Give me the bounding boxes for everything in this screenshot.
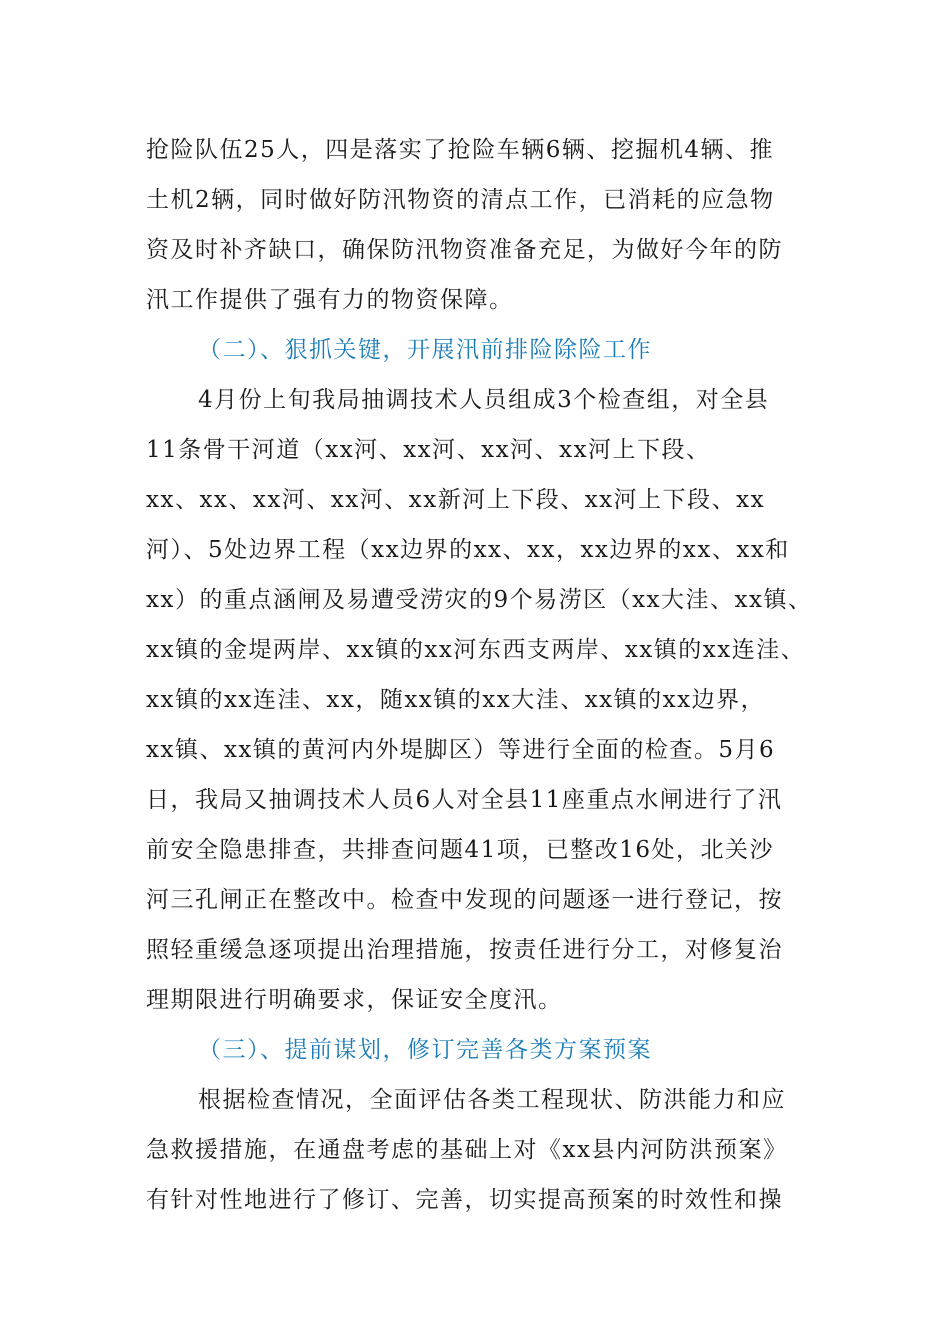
paragraph-first-line: 根据检查情况，全面评估各类工程现状、防洪能力和应 (198, 1087, 786, 1113)
body-line: xx镇的金堤两岸、xx镇的xx河东西支两岸、xx镇的xx连洼、 (146, 637, 806, 663)
body-line: 河）、5处边界工程（xx边界的xx、xx，xx边界的xx、xx和 (146, 537, 790, 563)
body-line: 资及时补齐缺口，确保防汛物资准备充足，为做好今年的防 (146, 237, 783, 263)
body-line: 11条骨干河道（xx河、xx河、xx河、xx河上下段、 (146, 437, 711, 463)
paragraph-first-line: 4月份上旬我局抽调技术人员组成3个检查组，对全县 (198, 387, 770, 413)
body-line: 前安全隐患排查，共排查问题41项，已整改16处，北关沙 (146, 837, 775, 863)
body-line: 日，我局又抽调技术人员6人对全县11座重点水闸进行了汛 (146, 787, 783, 813)
body-line: xx镇、xx镇的黄河内外堤脚区）等进行全面的检查。5月6 (146, 737, 776, 763)
body-line: 有针对性地进行了修订、完善，切实提高预案的时效性和操 (146, 1187, 783, 1213)
body-line: xx镇的xx连洼、xx，随xx镇的xx大洼、xx镇的xx边界， (146, 687, 766, 713)
body-line: 急救援措施，在通盘考虑的基础上对《xx县内河防洪预案》 (146, 1137, 788, 1163)
body-line: xx、xx、xx河、xx河、xx新河上下段、xx河上下段、xx (146, 487, 766, 513)
section-heading-2: （二）、狠抓关键，开展汛前排险除险工作 (198, 337, 652, 363)
body-line: 河三孔闸正在整改中。检查中发现的问题逐一进行登记，按 (146, 887, 783, 913)
body-line: 土机2辆，同时做好防汛物资的清点工作，已消耗的应急物 (146, 187, 775, 213)
body-line: 抢险队伍25人，四是落实了抢险车辆6辆、挖掘机4辆、推 (146, 137, 775, 163)
section-heading-3: （三）、提前谋划，修订完善各类方案预案 (198, 1037, 652, 1063)
body-line: 照轻重缓急逐项提出治理措施，按责任进行分工，对修复治 (146, 937, 783, 963)
body-line: 汛工作提供了强有力的物资保障。 (146, 287, 514, 313)
body-line: xx）的重点涵闸及易遭受涝灾的9个易涝区（xx大洼、xx镇、 (146, 587, 813, 613)
body-line: 理期限进行明确要求，保证安全度汛。 (146, 987, 563, 1013)
